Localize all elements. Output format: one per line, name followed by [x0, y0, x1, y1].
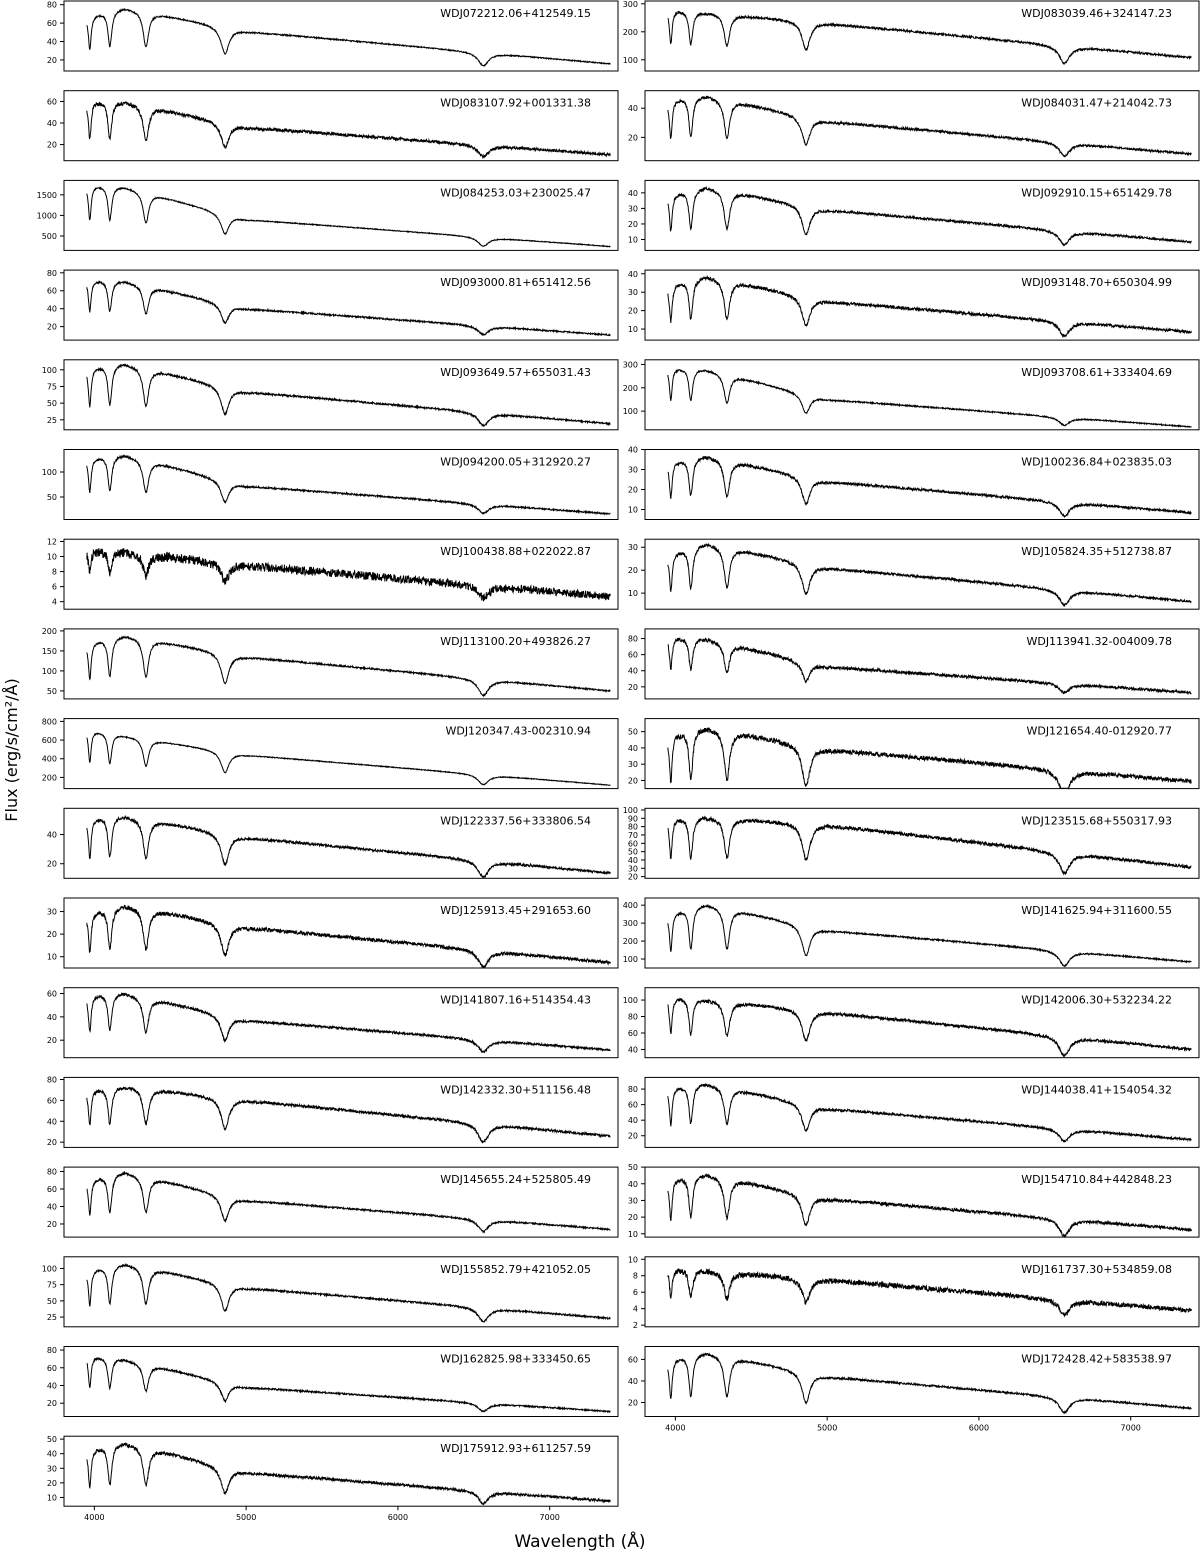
y-tick-label: 10: [46, 1493, 57, 1503]
y-axis-label: Flux (erg/s/cm²/Å): [2, 678, 21, 822]
y-tick-label: 50: [46, 493, 57, 502]
y-tick-label: 100: [622, 407, 638, 417]
y-tick-label: 80: [627, 822, 638, 832]
y-tick-label: 40: [46, 1381, 57, 1391]
panel-title: WDJ154710.84+442848.23: [1021, 1173, 1172, 1187]
panel-title: WDJ100438.88+022022.87: [440, 545, 591, 559]
y-tick-label: 20: [627, 133, 638, 143]
y-tick-label: 6: [51, 582, 57, 592]
x-tick-label: 5000: [235, 1513, 257, 1523]
y-tick-label: 40: [46, 1449, 57, 1459]
y-tick-label: 75: [46, 382, 57, 392]
y-tick-label: 20: [46, 859, 57, 869]
panel-title: WDJ094200.05+312920.27: [440, 455, 591, 469]
y-tick-label: 60: [627, 839, 638, 849]
y-tick-label: 200: [622, 937, 638, 947]
y-tick-label: 30: [46, 907, 57, 917]
y-tick-label: 40: [627, 666, 638, 676]
y-tick-label: 70: [627, 830, 638, 840]
x-tick-label: 4000: [665, 1423, 686, 1433]
panel-title: WDJ125913.45+291653.60: [440, 904, 591, 917]
y-tick-label: 20: [627, 682, 638, 692]
y-tick-label: 10: [627, 325, 638, 335]
y-tick-label: 20: [46, 140, 57, 150]
y-tick-label: 50: [46, 1435, 57, 1445]
panel-title: WDJ144038.41+154054.32: [1021, 1083, 1172, 1097]
y-tick-label: 25: [46, 1313, 57, 1323]
y-tick-label: 100: [622, 996, 638, 1006]
y-tick-label: 90: [627, 814, 638, 824]
x-tick-label: 4000: [84, 1513, 105, 1523]
y-tick-label: 40: [46, 830, 57, 840]
panel-title: WDJ084253.03+230025.47: [440, 186, 591, 200]
y-tick-label: 800: [41, 717, 57, 727]
panel-title: WDJ141625.94+311600.55: [1021, 904, 1172, 917]
y-tick-label: 1500: [36, 190, 57, 200]
y-tick-label: 50: [627, 727, 638, 737]
panel-title: WDJ093000.81+651412.56: [440, 276, 591, 290]
y-tick-label: 100: [622, 55, 638, 65]
y-tick-label: 10: [627, 505, 638, 515]
panel-title: WDJ093708.61+333404.69: [1021, 365, 1172, 379]
y-tick-label: 80: [46, 1167, 57, 1177]
y-tick-label: 20: [627, 485, 638, 495]
y-tick-label: 10: [627, 235, 638, 245]
y-tick-label: 80: [627, 1085, 638, 1095]
y-tick-label: 100: [41, 365, 57, 375]
y-tick-label: 500: [41, 231, 57, 241]
y-tick-label: 20: [627, 776, 638, 786]
y-tick-label: 80: [627, 1012, 638, 1022]
y-tick-label: 100: [41, 1264, 57, 1274]
y-tick-label: 30: [46, 1464, 57, 1474]
y-tick-label: 10: [46, 952, 57, 962]
y-tick-label: 200: [41, 626, 57, 636]
y-tick-label: 200: [41, 773, 57, 783]
y-tick-label: 80: [46, 1075, 57, 1085]
panel-title: WDJ113941.32-004009.78: [1026, 634, 1172, 648]
y-tick-label: 40: [46, 37, 57, 47]
y-tick-label: 40: [627, 743, 638, 753]
y-tick-label: 20: [627, 566, 638, 576]
panel-title: WDJ121654.40-012920.77: [1026, 724, 1172, 738]
y-tick-label: 4: [51, 597, 57, 607]
y-tick-label: 20: [46, 1036, 57, 1046]
y-tick-label: 20: [627, 1131, 638, 1141]
y-tick-label: 30: [627, 465, 638, 475]
y-tick-label: 60: [627, 1355, 638, 1365]
y-tick-label: 30: [627, 204, 638, 214]
y-tick-label: 60: [46, 286, 57, 296]
panel-title: WDJ084031.47+214042.73: [1021, 96, 1172, 110]
y-tick-label: 80: [46, 268, 57, 278]
y-tick-label: 50: [627, 847, 638, 857]
panel-title: WDJ142006.30+532234.22: [1021, 993, 1172, 1007]
y-tick-label: 200: [622, 383, 638, 393]
y-tick-label: 100: [41, 468, 57, 477]
panel-title: WDJ162825.98+333450.65: [440, 1352, 591, 1366]
x-tick-label: 7000: [539, 1513, 560, 1523]
y-tick-label: 40: [627, 269, 638, 279]
y-tick-label: 10: [46, 552, 57, 562]
panel-title: WDJ100236.84+023835.03: [1021, 455, 1172, 469]
y-tick-label: 150: [41, 646, 57, 656]
y-tick-label: 60: [46, 1363, 57, 1373]
y-tick-label: 8: [632, 1271, 638, 1281]
x-tick-label: 6000: [968, 1423, 990, 1433]
y-tick-label: 20: [627, 306, 638, 316]
y-tick-label: 40: [627, 1045, 638, 1055]
y-tick-label: 12: [46, 537, 57, 547]
panel-title: WDJ120347.43-002310.94: [445, 724, 591, 738]
y-tick-label: 20: [627, 219, 638, 229]
y-tick-label: 20: [627, 872, 638, 882]
panel-title: WDJ122337.56+333806.54: [440, 814, 591, 828]
y-tick-label: 20: [46, 322, 57, 332]
panel-title: WDJ083107.92+001331.38: [440, 96, 591, 110]
y-tick-label: 50: [46, 399, 57, 409]
panel-title: WDJ142332.30+511156.48: [440, 1083, 591, 1097]
y-tick-label: 10: [627, 589, 638, 599]
panel-title: WDJ113100.20+493826.27: [440, 634, 591, 648]
y-tick-label: 400: [41, 754, 57, 764]
panel-title: WDJ093148.70+650304.99: [1021, 276, 1172, 290]
y-tick-label: 30: [627, 760, 638, 770]
x-tick-label: 6000: [387, 1513, 409, 1523]
y-tick-label: 30: [627, 543, 638, 553]
panel-title: WDJ105824.35+512738.87: [1021, 545, 1172, 559]
panel-title: WDJ092910.15+651429.78: [1021, 186, 1172, 200]
y-tick-label: 80: [627, 634, 638, 644]
panel-title: WDJ155852.79+421052.05: [440, 1262, 591, 1276]
panel-title: WDJ083039.46+324147.23: [1021, 7, 1172, 20]
panel-title: WDJ072212.06+412549.15: [440, 7, 591, 20]
x-tick-label: 5000: [816, 1423, 838, 1433]
y-tick-label: 20: [627, 1213, 638, 1223]
y-tick-label: 60: [627, 1028, 638, 1038]
y-tick-label: 100: [41, 666, 57, 676]
y-tick-label: 40: [46, 304, 57, 314]
y-tick-label: 8: [51, 567, 57, 577]
y-tick-label: 40: [627, 188, 638, 198]
y-tick-label: 60: [627, 1100, 638, 1110]
y-tick-label: 30: [627, 864, 638, 874]
y-tick-label: 20: [46, 1138, 57, 1148]
y-tick-label: 100: [622, 805, 638, 815]
y-tick-label: 60: [46, 1184, 57, 1194]
y-tick-label: 30: [627, 1196, 638, 1206]
y-tick-label: 20: [46, 1219, 57, 1229]
y-tick-label: 10: [627, 1255, 638, 1265]
y-tick-label: 20: [46, 1399, 57, 1409]
x-axis-label: Wavelength (Å): [514, 1532, 646, 1552]
y-tick-label: 50: [46, 1296, 57, 1306]
panel-title: WDJ123515.68+550317.93: [1021, 814, 1172, 828]
y-tick-label: 40: [627, 1179, 638, 1189]
y-tick-label: 40: [46, 1202, 57, 1212]
y-tick-label: 60: [46, 97, 57, 107]
y-tick-label: 40: [627, 104, 638, 114]
panel-title: WDJ175912.93+611257.59: [440, 1442, 591, 1456]
y-tick-label: 20: [627, 1398, 638, 1408]
panel-title: WDJ145655.24+525805.49: [440, 1173, 591, 1187]
y-tick-label: 300: [622, 360, 638, 370]
y-tick-label: 60: [46, 19, 57, 29]
y-tick-label: 50: [46, 686, 57, 696]
y-tick-label: 40: [46, 119, 57, 129]
panel-title: WDJ161737.30+534859.08: [1021, 1262, 1172, 1276]
y-tick-label: 300: [622, 0, 638, 9]
y-tick-label: 75: [46, 1280, 57, 1290]
y-tick-label: 40: [46, 1012, 57, 1022]
y-tick-label: 2: [632, 1321, 638, 1331]
y-tick-label: 4: [632, 1304, 638, 1314]
y-tick-label: 20: [46, 55, 57, 65]
y-tick-label: 300: [622, 919, 638, 929]
y-tick-label: 50: [627, 1163, 638, 1173]
panel-title: WDJ172428.42+583538.97: [1021, 1352, 1172, 1366]
y-tick-label: 60: [46, 989, 57, 999]
panel-title: WDJ141807.16+514354.43: [440, 993, 591, 1007]
y-tick-label: 40: [627, 1376, 638, 1386]
y-tick-label: 60: [627, 650, 638, 660]
x-tick-label: 7000: [1120, 1423, 1141, 1433]
y-tick-label: 40: [627, 1116, 638, 1126]
y-tick-label: 40: [627, 855, 638, 865]
panel-title: WDJ093649.57+655031.43: [440, 365, 591, 379]
y-tick-label: 200: [622, 27, 638, 37]
y-tick-label: 6: [632, 1288, 638, 1298]
y-tick-label: 20: [46, 930, 57, 940]
y-tick-label: 10: [627, 1229, 638, 1239]
y-tick-label: 30: [627, 288, 638, 298]
y-tick-label: 40: [46, 1117, 57, 1127]
y-tick-label: 600: [41, 736, 57, 746]
y-tick-label: 20: [46, 1478, 57, 1488]
y-tick-label: 25: [46, 415, 57, 425]
y-tick-label: 1000: [36, 211, 57, 221]
y-tick-label: 80: [46, 0, 57, 10]
y-tick-label: 80: [46, 1346, 57, 1356]
y-tick-label: 40: [627, 445, 638, 455]
y-tick-label: 100: [622, 955, 638, 965]
y-tick-label: 400: [622, 901, 638, 911]
y-tick-label: 60: [46, 1096, 57, 1106]
